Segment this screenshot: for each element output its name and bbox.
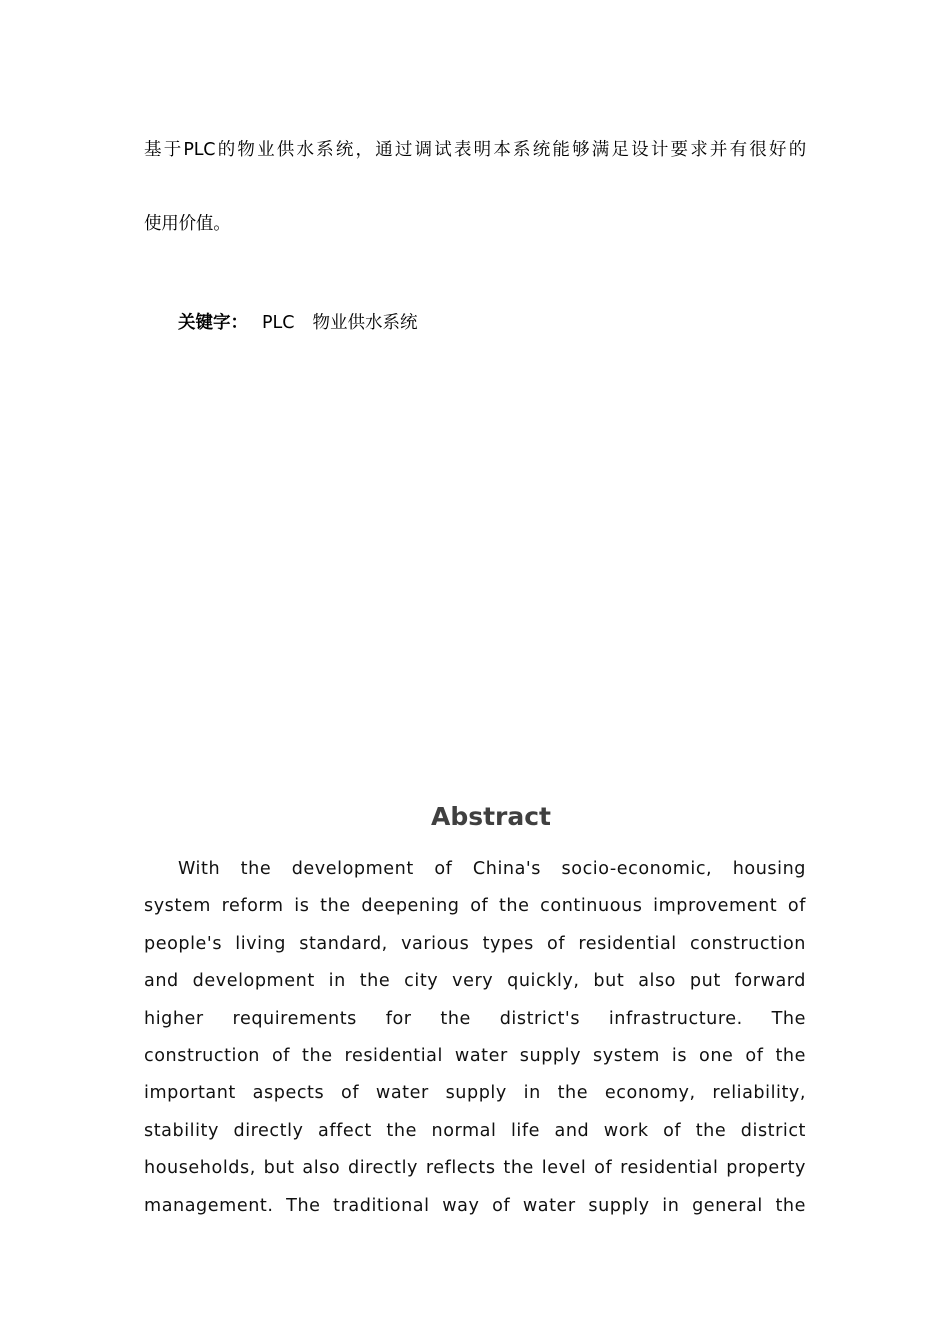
abstract-line: system reform is the deepening of the continuous improvement of (144, 896, 806, 917)
abstract-body (144, 856, 806, 1230)
abstract-line: important aspects of water supply in the economy, reliability, (144, 1083, 806, 1104)
abstract-line: households, but also directly reflects the level of residential property (144, 1158, 806, 1179)
keywords-label: 关键字： (178, 313, 248, 333)
abstract-line: and development in the city very quickly, but also put forward (144, 971, 806, 992)
abstract-line: people's living standard, various types of residential construction (144, 933, 806, 954)
keywords-line (178, 311, 418, 335)
keyword-item: PLC (262, 313, 295, 333)
abstract-line: higher requirements for the district's infrastructure. The (144, 1008, 806, 1029)
keyword-item: 物业供水系统 (312, 313, 418, 333)
abstract-line: construction of the residential water supply system is one of the (144, 1045, 806, 1066)
abstract-line: management. The traditional way of water supply in general the (144, 1195, 806, 1216)
chinese-paragraph-line: 基于PLC的物业供水系统，通过调试表明本系统能够满足设计要求并有很好的 (144, 140, 806, 160)
abstract-line: With the development of China's socio-economic, housing (178, 859, 806, 879)
abstract-title: Abstract (430, 802, 552, 831)
chinese-paragraph-line: 使用价值。 (144, 214, 231, 234)
abstract-line: stability directly affect the normal life and work of the district (144, 1120, 806, 1141)
